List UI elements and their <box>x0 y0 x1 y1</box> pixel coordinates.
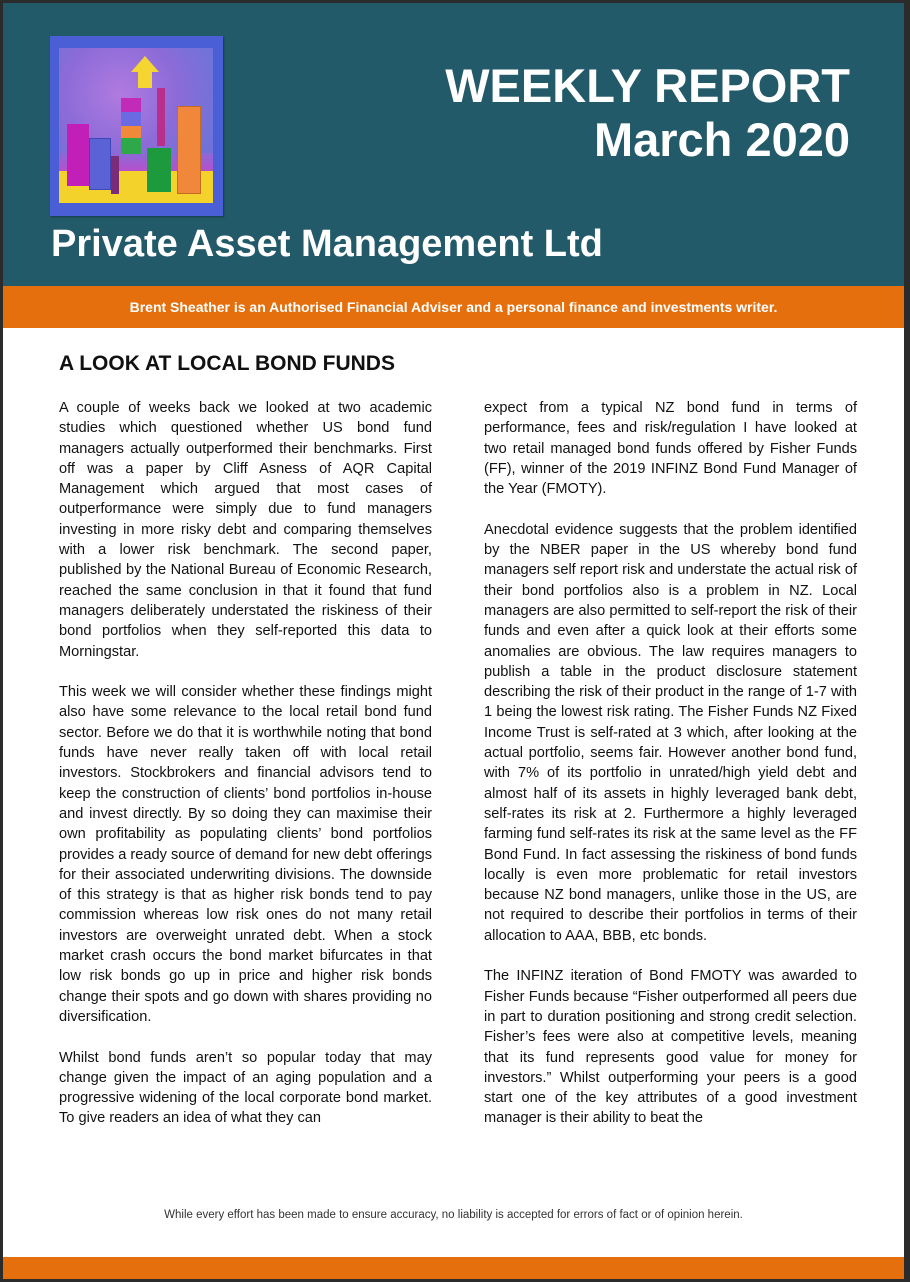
footer-disclaimer: While every effort has been made to ensure accuracy, no liability is accepted for errors of fact or of opinion herein. <box>164 1209 743 1221</box>
author-band: Brent Sheather is an Authorised Financial Adviser and a personal finance and investments writer. <box>3 286 904 328</box>
paragraph: Anecdotal evidence suggests that the problem identified by the NBER paper in the US whereby bond fund managers self report risk and understate the actual risk of their bond portfolios also is a problem in NZ. Local managers are also permitted to self-report the risk of their funds and even after a quick look at their efforts some anomalies are obvious. The law requires managers to publish a table in the product disclosure statement describing the risk of their product in the range of 1-7 with 1 being the lowest risk rating. The Fisher Funds NZ Fixed Income Trust is self-rated at 3 which, after looking at the actual portfolio, seems fair. However another bond fund, with 7% of its portfolio in unrated/high yield debt and almost half of its assets in highly leveraged bank debt, self-rates its risk at 2. Furthermore a highly leveraged farming fund self-rates its risk at the same level as the FF Bond Fund. In fact assessing the riskiness of bond funds locally is even more problematic for retail investors because NZ bond managers, unlike those in the US, are not required to describe their portfolios in terms of their allocation to AAA, BBB, etc bonds. <box>484 521 857 944</box>
article-left-column <box>59 398 432 1149</box>
paragraph: This week we will consider whether these findings might also have some relevance to the local retail bond fund sector. Before we do that it is worthwhile noting that bond funds have never really taken off with local retail investors. Stockbrokers and financial advisors tend to keep the construction of clients’ bond portfolios in-house and invest directly. By so doing they can maximise their own profitability as populating clients’ bond portfolios provides a ready source of demand for new debt offerings for their associated underwriting divisions. The downside of this strategy is that as higher risk bonds tend to pay commission whereas low risk ones do not many retail investors are overweight unrated debt. When a stock market crash occurs the bond market bifurcates in that low risk bonds go up in price and higher risk bonds change their spots and go down with shares providing no diversification. <box>59 684 432 1025</box>
paragraph: expect from a typical NZ bond fund in terms of performance, fees and risk/regulation I have looked at two retail managed bond funds offered by Fisher Funds (FF), winner of the 2019 INFINZ Bond Fund Manager of the Year (FMOTY). <box>484 400 857 498</box>
report-date: March 2020 <box>593 113 850 166</box>
article-right-column <box>484 398 857 1149</box>
company-name: Private Asset Management Ltd <box>51 223 603 265</box>
report-header <box>3 3 904 286</box>
report-title <box>445 59 850 167</box>
paragraph: A couple of weeks back we looked at two academic studies which questioned whether US bond fund managers actually outperformed their benchmarks. First off was a paper by Cliff Asness of AQR Capital Management which argued that most cases of outperformance were simply due to fund managers investing in more risky debt and comparing themselves with a lower risk benchmark. The second paper, published by the National Bureau of Economic Research, reached the same conclusion in that it found that fund managers deliberately understated the riskiness of their bond portfolios when they self-reported this data to Morningstar. <box>59 400 432 660</box>
footer-bar <box>3 1257 904 1279</box>
building-blocks-logo-icon <box>50 36 223 216</box>
paragraph: The INFINZ iteration of Bond FMOTY was awarded to Fisher Funds because “Fisher outperformed all peers due in part to duration positioning and strong credit selection. Fisher’s fees were also at competitive levels, meaning that its fund represents good value for money for investors.” Whilst outperforming your peers is a good start one of the key attributes of a good investment manager is their ability to beat the <box>484 968 857 1127</box>
paragraph: Whilst bond funds aren’t so popular today that may change given the impact of an aging population and a progressive widening of the local corporate bond market. To give readers an idea of what they can <box>59 1049 432 1127</box>
report-page <box>3 3 904 1279</box>
article-title: A LOOK AT LOCAL BOND FUNDS <box>59 352 395 375</box>
report-title-line1: WEEKLY REPORT <box>445 59 850 112</box>
